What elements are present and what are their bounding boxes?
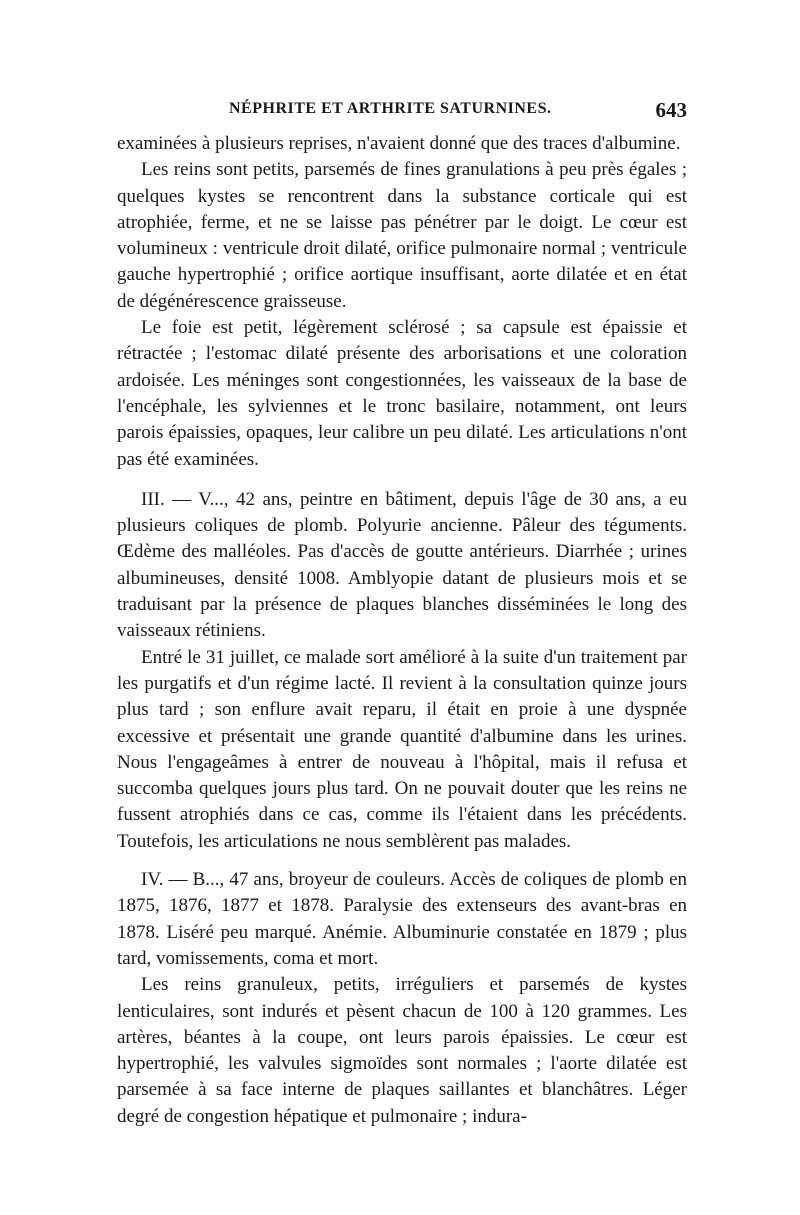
page-body	[117, 131, 687, 1130]
paragraph-kidneys: Les reins sont petits, parsemés de fines granulations à peu près égales ; quelques kystes se rencontrent dans la substance corticale qui est atrophiée, ferme, et ne se laisse pas pénétrer par le doigt. Le cœur est volumineux : ventricule droit dilaté, orifice pulmonaire normal ; ventricule gauche hypertrophié ; orifice aortique insuffisant, aorte dilatée et en état de dégénérescence graisseuse.	[117, 159, 687, 312]
paragraph-liver: Le foie est petit, légèrement sclérosé ; sa capsule est épaissie et rétractée ; l'estomac dilaté présente des arborisations et une coloration ardoisée. Les méninges sont congestionnées, les vaisseaux de la base de l'encéphale, les sylviennes et le tronc basilaire, notamment, ont leurs parois épaissies, opaques, leur calibre un peu dilaté. Les articulations n'ont pas été examinées.	[117, 317, 687, 470]
paragraph-case-3-course: Entré le 31 juillet, ce malade sort amélioré à la suite d'un traitement par les purgatifs et d'un régime lacté. Il revient à la consultation quinze jours plus tard ; son enflure avait reparu, il était en proie à une dyspnée excessive et présentait une grande quantité d'albumine dans les urines. Nous l'engageâmes à entrer de nouveau à l'hôpital, mais il refusa et succomba quelques jours plus tard. On ne pouvait douter que les reins ne fussent atrophiés dans ce cas, comme ils l'étaient dans les précédents. Toutefois, les articulations ne nous semblèrent pas malades.	[117, 646, 687, 852]
page-number: 643	[655, 98, 687, 122]
paragraph-case-4-autopsy: Les reins granuleux, petits, irréguliers et parsemés de kystes lenticulaires, sont indurés et pèsent chacun de 100 à 120 grammes. Les artères, béantes à la coupe, ont leurs parois épaissies. Le cœur est hypertrophié, les valvules sigmoïdes sont normales ; l'aorte dilatée est parsemée à sa face interne de plaques saillantes et blanchâtres. Léger degré de congestion hépatique et pulmonaire ; indura-	[117, 974, 687, 1127]
page-header	[117, 100, 687, 130]
running-title: NÉPHRITE ET ARTHRITE SATURNINES.	[229, 100, 552, 117]
paragraph-continuation: examinées à plusieurs reprises, n'avaient donné que des traces d'albumine.	[117, 133, 681, 154]
paragraph-case-4: IV. — B..., 47 ans, broyeur de couleurs. Accès de coliques de plomb en 1875, 1876, 1877 et 1878. Paralysie des extenseurs des avant-bras en 1878. Liséré peu marqué. Anémie. Albuminurie constatée en 1879 ; plus tard, vomissements, coma et mort.	[117, 869, 687, 969]
paragraph-case-3: III. — V..., 42 ans, peintre en bâtiment, depuis l'âge de 30 ans, a eu plusieurs coliques de plomb. Polyurie ancienne. Pâleur des téguments. Œdème des malléoles. Pas d'accès de goutte antérieurs. Diarrhée ; urines albumineuses, densité 1008. Amblyopie datant de plusieurs mois et se traduisant par la présence de plaques blanches disséminées le long des vaisseaux rétiniens.	[117, 488, 687, 642]
